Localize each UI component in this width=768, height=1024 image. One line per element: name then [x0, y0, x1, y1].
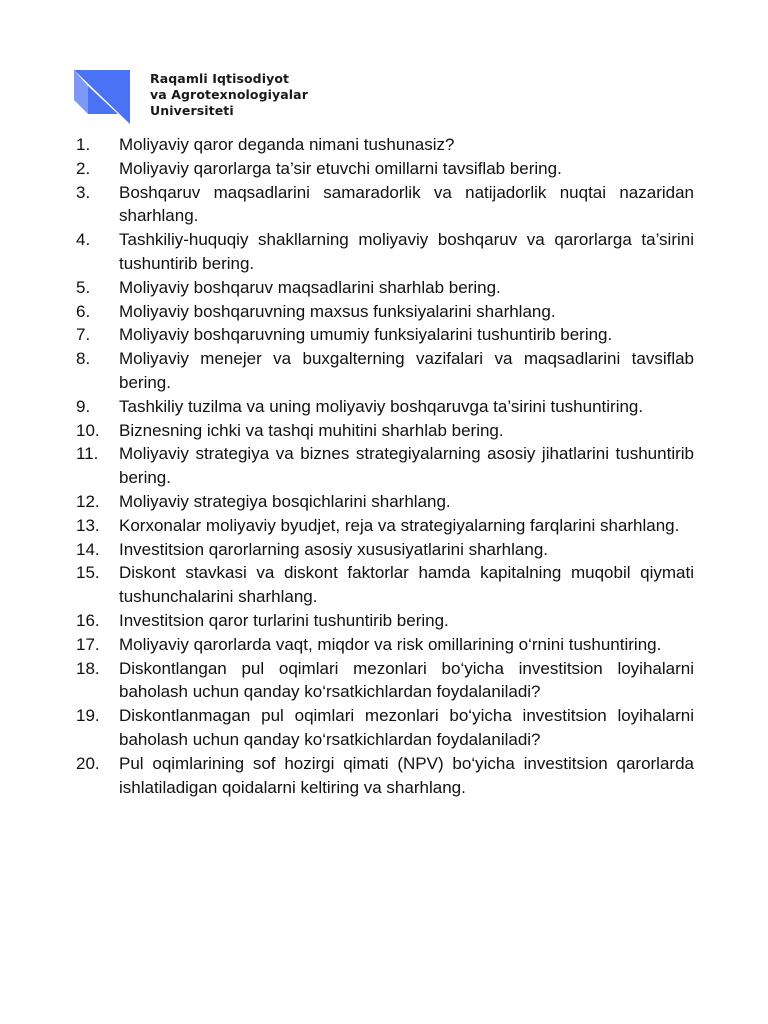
question-number: 4. — [76, 230, 91, 250]
question-text: Moliyaviy qarorlarda vaqt, miqdor va risk omillarining o‘rnini tushuntiring. — [119, 634, 662, 654]
question-number: 16. — [76, 610, 100, 630]
question-text: Moliyaviy boshqaruvning umumiy funksiyalarini tushuntirib bering. — [119, 325, 613, 345]
question-item — [76, 657, 694, 705]
question-text: Pul oqimlarining sof hozirgi qimati (NPV) bo‘yicha investitsion qarorlarda ishlatiladigan qoidalarni keltiring va sharhlang. — [119, 753, 694, 797]
question-item — [76, 133, 694, 157]
question-item — [76, 323, 694, 347]
question-text: Moliyaviy strategiya va biznes strategiyalarning asosiy jihatlarini tushuntirib bering. — [119, 444, 694, 488]
question-number: 14. — [76, 539, 100, 559]
question-text: Tashkiliy-huquqiy shakllarning moliyaviy boshqaruv va qarorlarga ta’sirini tushuntirib bering. — [119, 230, 694, 273]
question-number: 20. — [76, 753, 100, 773]
question-number: 9. — [76, 396, 91, 416]
university-name-line: Raqamli Iqtisodiyot — [150, 71, 290, 86]
question-item — [76, 633, 694, 657]
question-text: Investitsion qarorlarning asosiy xususiyatlarini sharhlang. — [119, 539, 548, 559]
university-logo-icon — [72, 70, 132, 126]
question-number: 1. — [76, 135, 91, 154]
question-item — [76, 561, 694, 609]
question-text: Boshqaruv maqsadlarini samaradorlik va natijadorlik nuqtai nazaridan sharhlang. — [119, 182, 694, 226]
question-item — [76, 300, 694, 324]
question-item — [76, 490, 694, 514]
question-text: Diskont stavkasi va diskont faktorlar hamda kapitalning muqobil qiymati tushunchalarini sharhlang. — [119, 563, 694, 607]
question-number: 2. — [76, 158, 91, 178]
question-number: 15. — [76, 563, 100, 583]
question-text: Investitsion qaror turlarini tushuntirib bering. — [119, 610, 449, 630]
question-item — [76, 181, 694, 229]
university-name-line: va Agrotexnologiyalar — [150, 87, 308, 102]
question-item — [76, 704, 694, 752]
question-text: Biznesning ichki va tashqi muhitini sharhlab bering. — [119, 420, 504, 440]
question-number: 10. — [76, 420, 100, 440]
question-text: Moliyaviy boshqaruvning maxsus funksiyalarini sharhlang. — [119, 301, 556, 321]
question-list — [76, 133, 694, 799]
question-item — [76, 442, 694, 490]
question-number: 12. — [76, 491, 100, 511]
question-number: 13. — [76, 515, 100, 535]
question-number: 19. — [76, 706, 100, 726]
question-text: Moliyaviy boshqaruv maqsadlarini sharhlab bering. — [119, 277, 501, 297]
question-item — [76, 395, 694, 419]
question-text: Tashkiliy tuzilma va uning moliyaviy boshqaruvga ta’sirini tushuntiring. — [119, 396, 644, 416]
question-item — [76, 538, 694, 562]
document-header — [72, 70, 308, 126]
question-text: Moliyaviy strategiya bosqichlarini sharhlang. — [119, 491, 451, 511]
question-number: 11. — [76, 444, 99, 464]
question-item — [76, 609, 694, 633]
university-name — [150, 71, 308, 119]
question-number: 17. — [76, 634, 100, 654]
question-item — [76, 347, 694, 395]
university-name-line: Universiteti — [150, 103, 234, 118]
question-number: 6. — [76, 301, 91, 321]
question-number: 5. — [76, 277, 91, 297]
question-text: Diskontlanmagan pul oqimlari mezonlari bo‘yicha investitsion loyihalarni baholash uchun qanday ko‘rsatkichlardan foydalaniladi? — [119, 706, 694, 749]
question-number: 8. — [76, 349, 91, 369]
question-item — [76, 419, 694, 443]
question-number: 3. — [76, 182, 91, 202]
question-item — [76, 276, 694, 300]
question-item — [76, 157, 694, 181]
question-number: 18. — [76, 658, 100, 678]
question-number: 7. — [76, 325, 91, 345]
question-text: Moliyaviy qarorlarga ta’sir etuvchi omillarni tavsiflab bering. — [119, 158, 562, 178]
question-item — [76, 514, 694, 538]
question-item — [76, 752, 694, 800]
question-item — [76, 228, 694, 276]
question-text: Moliyaviy qaror deganda nimani tushunasiz? — [119, 135, 455, 154]
question-text: Diskontlangan pul oqimlari mezonlari bo‘yicha investitsion loyihalarni baholash uchun qanday ko‘rsatkichlardan foydalaniladi? — [119, 658, 694, 702]
question-text: Moliyaviy menejer va buxgalterning vazifalari va maqsadlarini tavsiflab bering. — [119, 349, 694, 392]
question-text: Korxonalar moliyaviy byudjet, reja va strategiyalarning farqlarini sharhlang. — [119, 515, 680, 535]
